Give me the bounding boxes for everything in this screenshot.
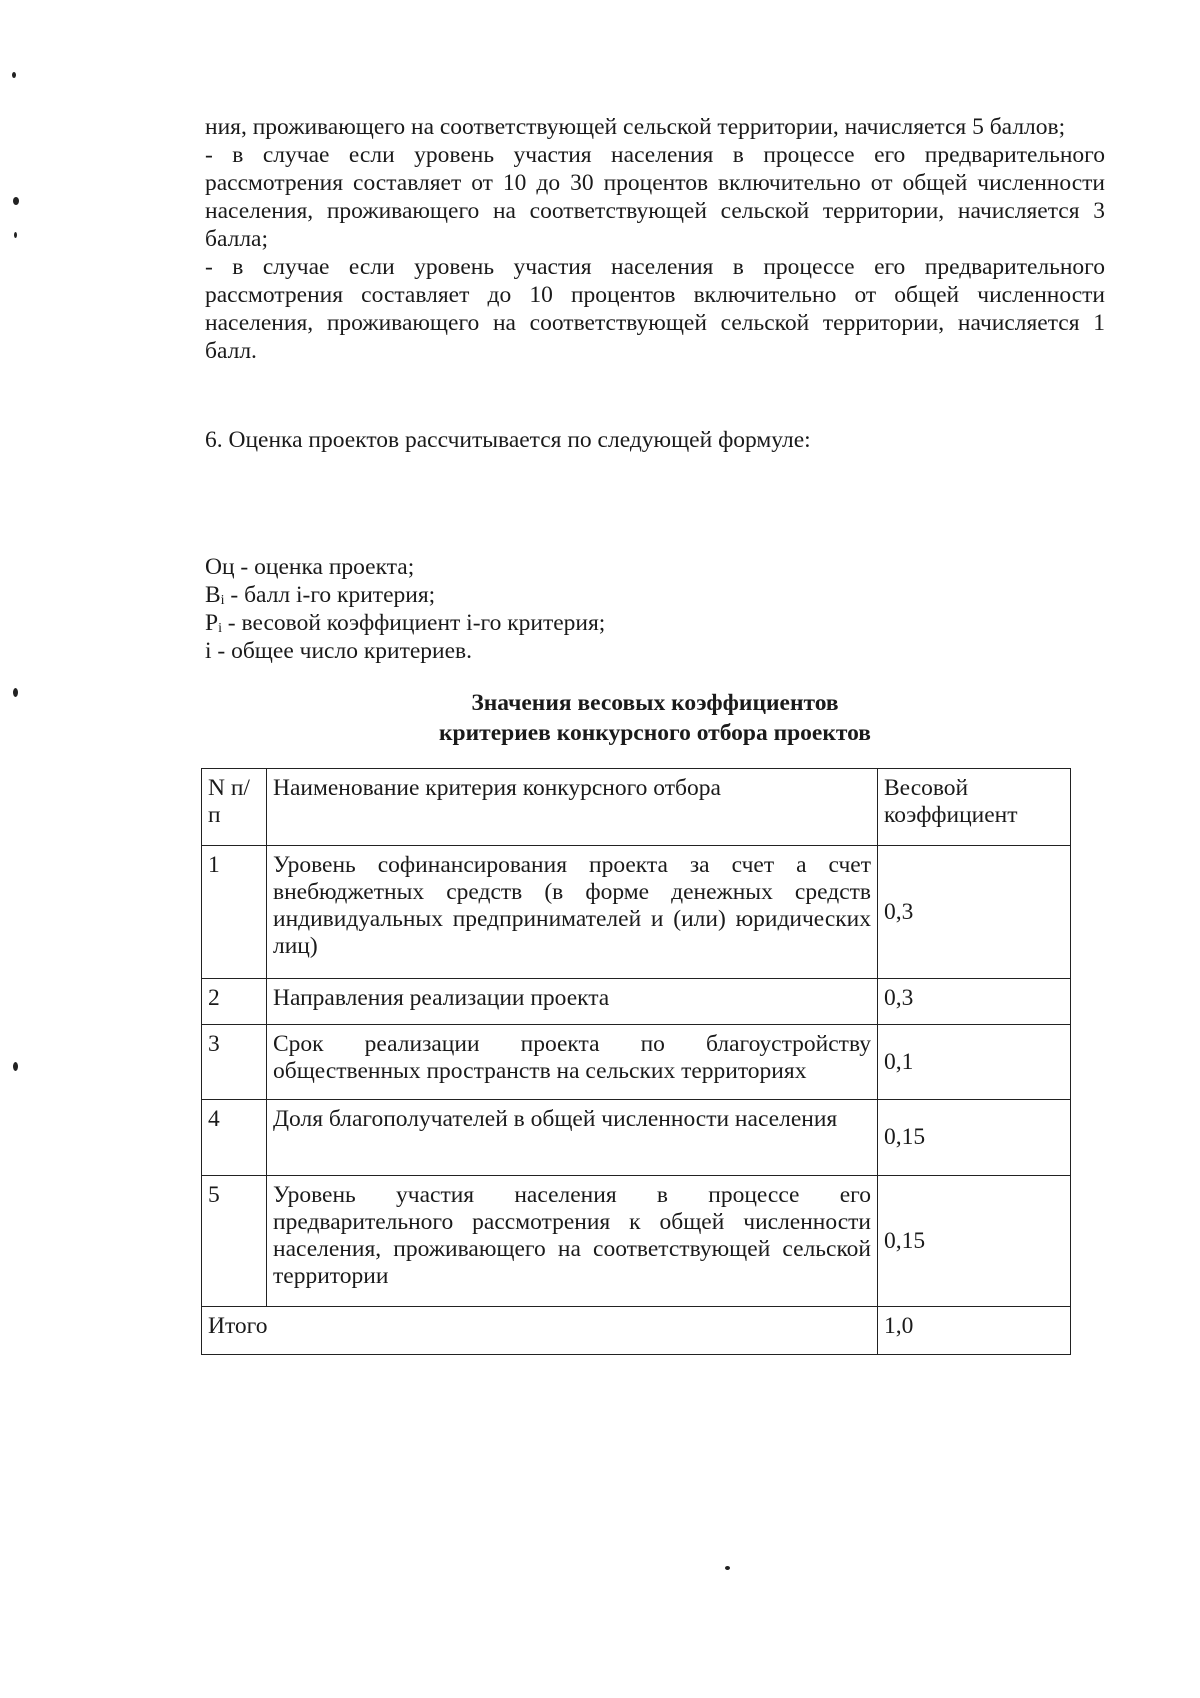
total-weight: 1,0 [878, 1307, 1071, 1355]
criteria-weights-table [201, 768, 1071, 1355]
row-weight: 0,15 [878, 1100, 1071, 1176]
row-number: 1 [202, 846, 267, 979]
scan-speck [725, 1566, 730, 1570]
row-weight: 0,3 [878, 846, 1071, 979]
table-row [202, 846, 1071, 979]
scan-speck [13, 688, 18, 697]
row-criterion: Уровень участия населения в процессе его предварительного рассмотрения к общей численности населения, проживающего на соответствующей сельской территории [267, 1176, 878, 1307]
row-criterion: Доля благополучателей в общей численности населения [267, 1100, 878, 1176]
row-criterion: Срок реализации проекта по благоустройству общественных пространств на сельских территориях [267, 1025, 878, 1100]
legend-item: Bᵢ - балл i-го критерия; [205, 582, 436, 608]
row-weight: 0,3 [878, 979, 1071, 1025]
row-number: 3 [202, 1025, 267, 1100]
table-title-line: критериев конкурсного отбора проектов [439, 720, 871, 746]
row-weight: 0,1 [878, 1025, 1071, 1100]
table-title-line: Значения весовых коэффициентов [471, 690, 839, 716]
total-label: Итого [202, 1307, 878, 1355]
intro-text [205, 113, 1105, 365]
intro-line-1: ния, проживающего на соответствующей сельской территории, начисляется 5 баллов; [205, 114, 1066, 140]
row-weight: 0,15 [878, 1176, 1071, 1307]
table-total-row [202, 1307, 1071, 1355]
legend-item: Pᵢ - весовой коэффициент i-го критерия; [205, 610, 606, 636]
table-row [202, 1100, 1071, 1176]
intro-line-3: - в случае если уровень участия населения в процессе его предварительного рассмотрения составляет до 10 процентов включительно от общей численности населения, проживающего на соответствующей сельской территории, начисляется 1 балл. [205, 254, 1105, 364]
header-criterion: Наименование критерия конкурсного отбора [267, 769, 878, 846]
intro-line-2: - в случае если уровень участия населения в процессе его предварительного рассмотрения составляет от 10 до 30 процентов включительно от общей численности населения, проживающего на соответствующей сельской территории, начисляется 3 балла; [205, 142, 1105, 252]
header-weight: Весовой коэффициент [878, 769, 1071, 846]
scan-speck [12, 72, 16, 78]
table-row [202, 1176, 1071, 1307]
scan-speck [13, 197, 19, 205]
row-number: 2 [202, 979, 267, 1025]
section-6-text: 6. Оценка проектов рассчитывается по следующей формуле: [205, 427, 811, 453]
row-criterion: Направления реализации проекта [267, 979, 878, 1025]
header-number: N п/п [202, 769, 267, 846]
row-number: 4 [202, 1100, 267, 1176]
legend-item: Оц - оценка проекта; [205, 554, 415, 580]
scan-speck [13, 1062, 18, 1071]
scan-speck [14, 232, 17, 238]
table-title [205, 688, 1105, 748]
table-header-row [202, 769, 1071, 846]
table-row [202, 979, 1071, 1025]
table-row [202, 1025, 1071, 1100]
legend-item: i - общее число критериев. [205, 638, 472, 664]
row-criterion: Уровень софинансирования проекта за счет а счет внебюджетных средств (в форме денежных средств индивидуальных предпринимателей и (или) юридических лиц) [267, 846, 878, 979]
formula-legend [205, 553, 1105, 665]
row-number: 5 [202, 1176, 267, 1307]
